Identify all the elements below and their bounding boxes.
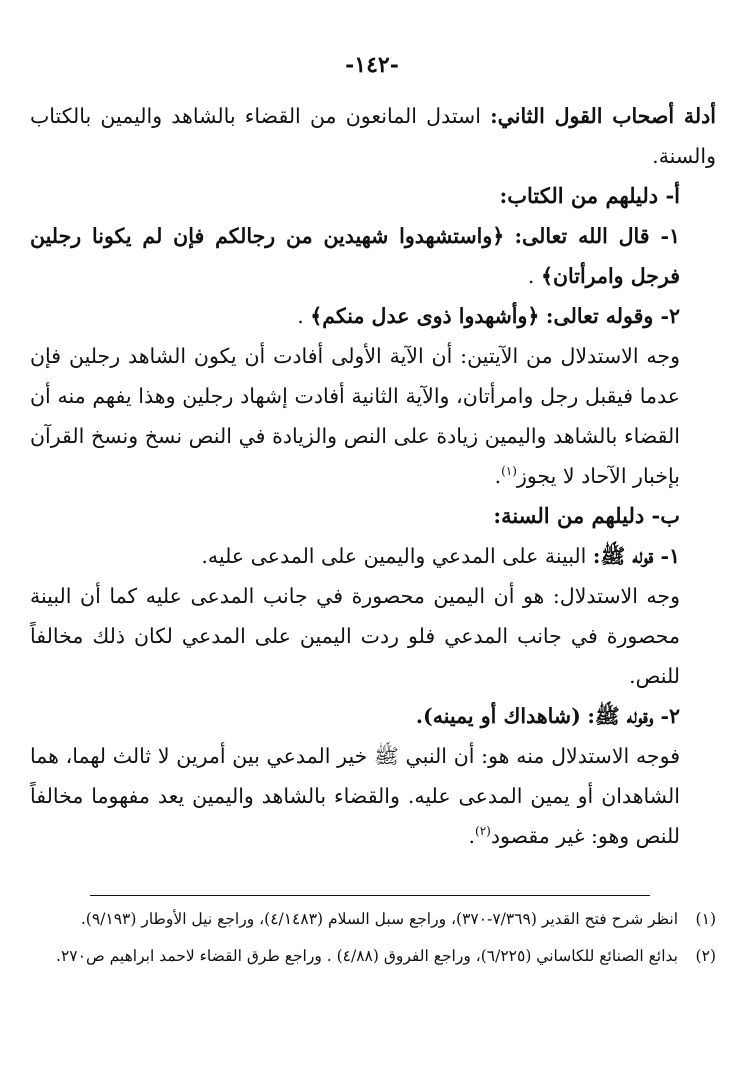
sunnah-item-2 (30, 696, 716, 736)
sunnah-heading: ب- دليلهم من السنة: (493, 503, 680, 528)
footnote-ref-2: (٢) (475, 824, 491, 839)
sunnah-argument-2-end: . (468, 824, 476, 848)
footnote-2 (30, 941, 716, 972)
book-argument-text: وجه الاستدلال من الآيتين: أن الآية الأولى أفادت أن يكون الشاهد رجلين فإن عدما فيقبل رجل وامرأتان، والآية الثانية أفادت إشهاد رجلين وهذا يفهم منه أن القضاء بالشاهد واليمين زيادة على النص والزيادة في النص نسخ ونسخ القرآن بإخبار الآحاد لا يجوز (30, 344, 680, 488)
book-item-1 (30, 216, 716, 296)
sunnah-item-2-text: (شاهداك أو يمينه). (415, 704, 581, 728)
page-number: -١٤٢- (345, 52, 399, 78)
footnote-divider (90, 895, 650, 896)
book-item-2-quote: ﴿وأشهدوا ذوى عدل منكم﴾ (310, 304, 540, 328)
sunnah-item-2-lead: ٢- وقوله ﷺ: (587, 704, 680, 728)
sunnah-argument-2 (30, 736, 716, 856)
book-item-2 (30, 296, 716, 336)
book-heading: أ- دليلهم من الكتاب: (499, 183, 680, 208)
footnote-1 (30, 904, 716, 935)
section-intro: استدل المانعون من القضاء بالشاهد واليمين بالكتاب والسنة. (30, 104, 716, 168)
footnote-number: (٢) (695, 947, 716, 965)
book-item-1-end: . (527, 264, 541, 288)
footnote-number: (١) (695, 910, 716, 928)
book-item-1-quote: ﴿واستشهدوا شهيدين من رجالكم فإن لم يكونا رجلين فرجل وامرأتان﴾ (30, 224, 680, 288)
footnote-text: انظر شرح فتح القدير (٧/٣٦٩-٣٧٠)، وراجع سبل السلام (٤/١٤٨٣)، وراجع نيل الأوطار (٩/١٩٣). (80, 910, 678, 928)
footnote-text: بدائع الصنائع للكاساني (٦/٢٢٥)، وراجع الفروق (٤/٨٨) . وراجع طرق القضاء لاحمد ابراهيم ص٢٧٠. (56, 947, 678, 965)
sunnah-item-1-lead: ١- قوله ﷺ: (592, 544, 680, 568)
sunnah-argument-2-text: فوجه الاستدلال منه هو: أن النبي ﷺ خير المدعي بين أمرين لا ثالث لهما، هما الشاهدان أو يمين المدعى عليه. والقضاء بالشاهد واليمين يعد مفهوما مخالفاً للنص وهو: غير مقصود (30, 744, 680, 848)
section-paragraph (30, 96, 716, 176)
book-item-2-end: . (297, 304, 311, 328)
main-text (30, 96, 716, 856)
footnotes (30, 904, 716, 978)
sunnah-item-1 (30, 536, 716, 576)
book-argument (30, 336, 716, 496)
book-item-1-lead: ١- قال الله تعالى: (514, 224, 680, 248)
section-heading: أدلة أصحاب القول الثاني: (490, 104, 716, 128)
sunnah-argument-1: وجه الاستدلال: هو أن اليمين محصورة في جانب المدعى عليه كما أن البينة محصورة في جانب المدعي فلو ردت اليمين على المدعي لكان ذلك مخالفاً للنص. (30, 584, 680, 688)
footnote-ref-1: (١) (501, 464, 517, 479)
book-item-2-lead: ٢- وقوله تعالى: (545, 304, 680, 328)
book-argument-end: . (494, 464, 502, 488)
sunnah-item-1-text: البينة على المدعي واليمين على المدعى عليه. (201, 544, 587, 568)
